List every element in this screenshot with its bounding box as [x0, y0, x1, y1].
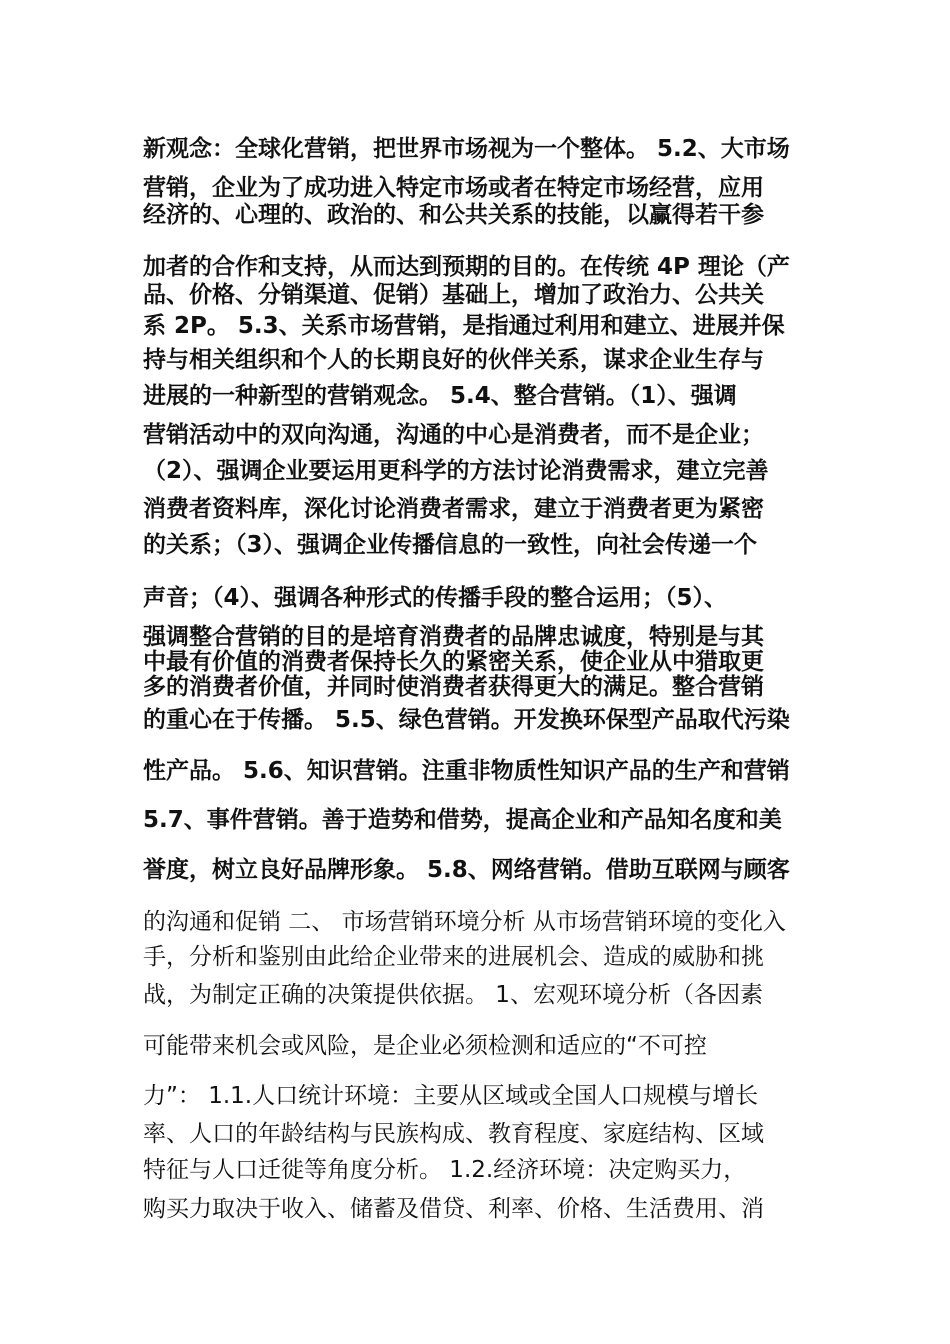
text-line: 品、价格、分销渠道、促销）基础上，增加了政治力、公共关: [143, 282, 764, 308]
text-line: 声音；（4）、强调各种形式的传播手段的整合运用；（5）、: [143, 585, 728, 611]
text-line: 的重心在于传播。 5.5、绿色营销。开发换环保型产品取代污染: [143, 707, 790, 733]
text-line: 誉度，树立良好品牌形象。 5.8、网络营销。借助互联网与顾客: [143, 857, 790, 883]
text-line: 消费者资料库，深化讨论消费者需求，建立于消费者更为紧密: [143, 496, 764, 522]
text-line: 率、人口的年龄结构与民族构成、教育程度、家庭结构、区域: [143, 1121, 764, 1147]
text-line: 特征与人口迁徙等角度分析。 1.2.经济环境：决定购买力，: [143, 1157, 747, 1183]
text-line: 购买力取决于收入、储蓄及借贷、利率、价格、生活费用、消: [143, 1196, 764, 1222]
text-line: 5.7、事件营销。善于造势和借势，提高企业和产品知名度和美: [143, 807, 782, 833]
text-line: 可能带来机会或风险，是企业必须检测和适应的“不可控: [143, 1033, 707, 1059]
text-line: 战，为制定正确的决策提供依据。 1、宏观环境分析（各因素: [143, 982, 763, 1008]
text-line: 经济的、心理的、政治的、和公共关系的技能，以赢得若干参: [143, 202, 764, 228]
text-line: 新观念：全球化营销，把世界市场视为一个整体。 5.2、大市场: [143, 136, 790, 162]
text-line: 系 2P。 5.3、关系市场营销，是指通过利用和建立、进展并保: [143, 313, 785, 339]
text-line: 中最有价值的消费者保持长久的紧密关系，使企业从中猎取更: [143, 649, 764, 675]
text-line: 手，分析和鉴别由此给企业带来的进展机会、造成的威胁和挑: [143, 944, 764, 970]
text-line: （2）、强调企业要运用更科学的方法讨论消费需求，建立完善: [143, 458, 769, 484]
text-line: 加者的合作和支持，从而达到预期的目的。在传统 4P 理论（产: [143, 254, 790, 280]
text-line: 多的消费者价值，并同时使消费者获得更大的满足。整合营销: [143, 674, 764, 700]
text-line: 强调整合营销的目的是培育消费者的品牌忠诚度，特别是与其: [143, 624, 764, 650]
text-line: 营销活动中的双向沟通，沟通的中心是消费者，而不是企业；: [143, 422, 764, 448]
text-line: 的关系；（3）、强调企业传播信息的一致性，向社会传递一个: [143, 532, 758, 558]
text-line: 持与相关组织和个人的长期良好的伙伴关系，谋求企业生存与: [143, 347, 764, 373]
text-line: 营销，企业为了成功进入特定市场或者在特定市场经营，应用: [143, 175, 764, 201]
text-line: 力”： 1.1.人口统计环境：主要从区域或全国人口规模与增长: [143, 1083, 759, 1109]
text-line: 性产品。 5.6、知识营销。注重非物质性知识产品的生产和营销: [143, 758, 790, 784]
text-line: 进展的一种新型的营销观念。 5.4、整合营销。（1）、强调: [143, 383, 737, 409]
text-line: 的沟通和促销 二、 市场营销环境分析 从市场营销环境的变化入: [143, 909, 786, 935]
